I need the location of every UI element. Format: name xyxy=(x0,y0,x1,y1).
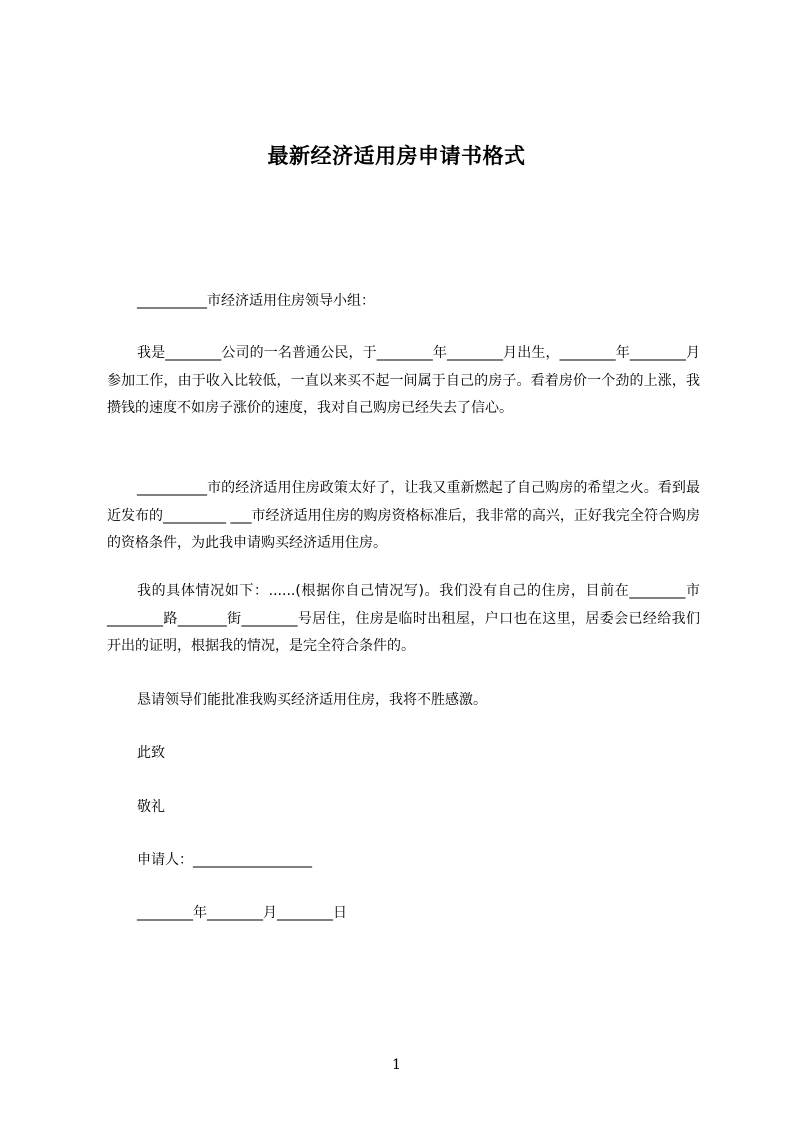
date-line: ________年________月________日 xyxy=(137,905,347,921)
document-title: 最新经济适用房申请书格式 xyxy=(267,144,526,168)
paragraph-intro: 我是________公司的一名普通公民，于________年________月出生，________年________月参加工作，由于收入比较低，一直以来买不起一间属于自己的房子。看着房价一个劲的上涨，我攒钱的速度不如房子涨价的速度，我对自己购房已经失去了信心。 xyxy=(107,345,700,416)
paragraph-policy: __________市的经济适用住房政策太好了，让我又重新燃起了自己购房的希望之火。看到最近发布的_________ ___市经济适用住房的购房资格标准后，我非常的高兴，正好我完全符合购房的资格条件，为此我申请购买经济适用住房。 xyxy=(107,480,700,551)
applicant-line: 申请人：_________________ xyxy=(137,852,312,868)
salutation: __________市经济适用住房领导小组： xyxy=(137,293,375,309)
paragraph-request: 恳请领导们能批准我购买经济适用住房，我将不胜感激。 xyxy=(137,692,487,708)
page-number: 1 xyxy=(392,1057,401,1073)
closing-jingli: 敬礼 xyxy=(137,799,165,815)
closing-cizhi: 此致 xyxy=(137,745,165,761)
paragraph-situation: 我的具体情况如下：......(根据你自己情况写)。我们没有自己的住房，目前在________市________路_______街________号居住，住房是临时出租屋，户口也在这里，居委会已经给我们开出的证明，根据我的情况，是完全符合条件的。 xyxy=(107,583,700,654)
